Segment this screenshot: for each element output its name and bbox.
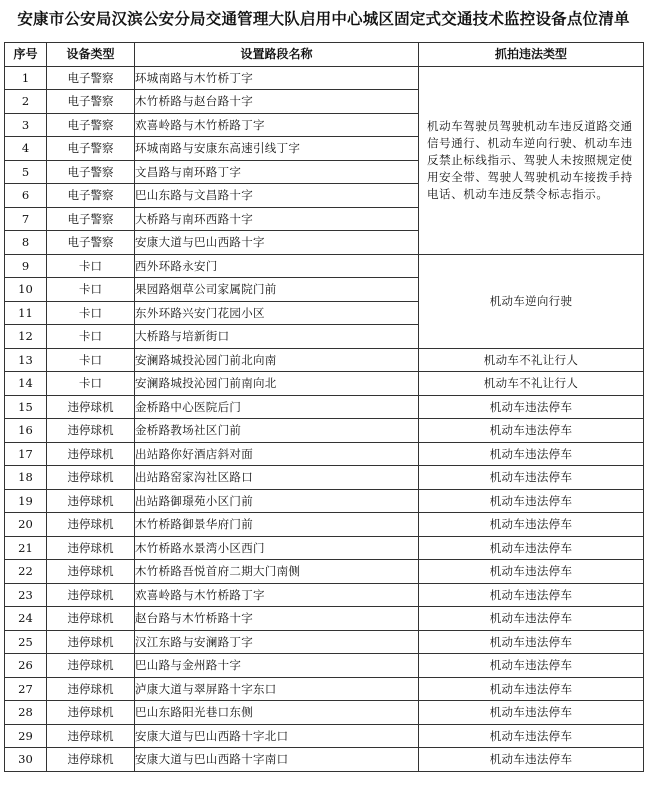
serial-number-cell: 3 bbox=[5, 113, 47, 137]
serial-number-cell: 25 bbox=[5, 630, 47, 654]
table-row bbox=[5, 254, 644, 278]
violation-type-cell: 机动车驾驶员驾驶机动车违反道路交通信号通行、机动车逆向行驶、机动车违反禁止标线指示、驾驶人未按照规定使用安全带、驾驶人驾驶机动车接拨手持电话、机动车违反禁令标志指示。 bbox=[419, 66, 644, 254]
table-row bbox=[5, 395, 644, 419]
device-type-cell: 违停球机 bbox=[47, 583, 135, 607]
serial-number-cell: 15 bbox=[5, 395, 47, 419]
serial-number-cell: 29 bbox=[5, 724, 47, 748]
table-row bbox=[5, 442, 644, 466]
table-header-row bbox=[5, 43, 644, 67]
table-row bbox=[5, 630, 644, 654]
serial-number-cell: 17 bbox=[5, 442, 47, 466]
serial-number-cell: 9 bbox=[5, 254, 47, 278]
violation-type-cell: 机动车违法停车 bbox=[419, 677, 644, 701]
header-road-section: 设置路段名称 bbox=[135, 43, 419, 67]
violation-type-cell: 机动车不礼让行人 bbox=[419, 372, 644, 396]
serial-number-cell: 23 bbox=[5, 583, 47, 607]
device-type-cell: 违停球机 bbox=[47, 724, 135, 748]
device-type-cell: 违停球机 bbox=[47, 489, 135, 513]
device-type-cell: 电子警察 bbox=[47, 113, 135, 137]
violation-type-cell: 机动车违法停车 bbox=[419, 466, 644, 490]
table-row bbox=[5, 536, 644, 560]
table-row bbox=[5, 701, 644, 725]
serial-number-cell: 7 bbox=[5, 207, 47, 231]
document-title: 安康市公安局汉滨公安分局交通管理大队启用中心城区固定式交通技术监控设备点位清单 bbox=[17, 9, 630, 28]
table-row bbox=[5, 466, 644, 490]
device-type-cell: 违停球机 bbox=[47, 536, 135, 560]
table-row bbox=[5, 583, 644, 607]
device-type-cell: 电子警察 bbox=[47, 231, 135, 255]
road-section-cell: 出站路御璟苑小区门前 bbox=[135, 489, 419, 513]
road-section-cell: 欢喜岭路与木竹桥路丁字 bbox=[135, 113, 419, 137]
device-type-cell: 电子警察 bbox=[47, 207, 135, 231]
serial-number-cell: 30 bbox=[5, 748, 47, 772]
device-type-cell: 电子警察 bbox=[47, 66, 135, 90]
table-row bbox=[5, 560, 644, 584]
violation-type-cell: 机动车不礼让行人 bbox=[419, 348, 644, 372]
serial-number-cell: 27 bbox=[5, 677, 47, 701]
serial-number-cell: 22 bbox=[5, 560, 47, 584]
violation-type-cell: 机动车违法停车 bbox=[419, 701, 644, 725]
header-device-type: 设备类型 bbox=[47, 43, 135, 67]
road-section-cell: 泸康大道与翠屏路十字东口 bbox=[135, 677, 419, 701]
table-row bbox=[5, 419, 644, 443]
device-type-cell: 卡口 bbox=[47, 372, 135, 396]
road-section-cell: 安康大道与巴山西路十字 bbox=[135, 231, 419, 255]
serial-number-cell: 11 bbox=[5, 301, 47, 325]
road-section-cell: 巴山东路阳光巷口东侧 bbox=[135, 701, 419, 725]
violation-type-cell: 机动车违法停车 bbox=[419, 724, 644, 748]
device-type-cell: 违停球机 bbox=[47, 630, 135, 654]
serial-number-cell: 5 bbox=[5, 160, 47, 184]
device-type-cell: 卡口 bbox=[47, 301, 135, 325]
device-type-cell: 卡口 bbox=[47, 348, 135, 372]
device-type-cell: 电子警察 bbox=[47, 184, 135, 208]
road-section-cell: 大桥路与培新街口 bbox=[135, 325, 419, 349]
road-section-cell: 安澜路城投沁园门前北向南 bbox=[135, 348, 419, 372]
road-section-cell: 安康大道与巴山西路十字南口 bbox=[135, 748, 419, 772]
serial-number-cell: 12 bbox=[5, 325, 47, 349]
violation-type-cell: 机动车违法停车 bbox=[419, 513, 644, 537]
device-type-cell: 违停球机 bbox=[47, 654, 135, 678]
road-section-cell: 金桥路中心医院后门 bbox=[135, 395, 419, 419]
serial-number-cell: 20 bbox=[5, 513, 47, 537]
serial-number-cell: 21 bbox=[5, 536, 47, 560]
device-location-table bbox=[4, 42, 644, 772]
road-section-cell: 文昌路与南环路丁字 bbox=[135, 160, 419, 184]
road-section-cell: 大桥路与南环西路十字 bbox=[135, 207, 419, 231]
serial-number-cell: 18 bbox=[5, 466, 47, 490]
violation-type-cell: 机动车违法停车 bbox=[419, 395, 644, 419]
serial-number-cell: 8 bbox=[5, 231, 47, 255]
serial-number-cell: 1 bbox=[5, 66, 47, 90]
serial-number-cell: 28 bbox=[5, 701, 47, 725]
serial-number-cell: 4 bbox=[5, 137, 47, 161]
serial-number-cell: 2 bbox=[5, 90, 47, 114]
serial-number-cell: 26 bbox=[5, 654, 47, 678]
road-section-cell: 环城南路与木竹桥丁字 bbox=[135, 66, 419, 90]
serial-number-cell: 24 bbox=[5, 607, 47, 631]
table-row bbox=[5, 489, 644, 513]
table-row bbox=[5, 724, 644, 748]
road-section-cell: 木竹桥路与赵台路十字 bbox=[135, 90, 419, 114]
header-violation-type: 抓拍违法类型 bbox=[419, 43, 644, 67]
serial-number-cell: 16 bbox=[5, 419, 47, 443]
violation-type-cell: 机动车违法停车 bbox=[419, 748, 644, 772]
road-section-cell: 欢喜岭路与木竹桥路丁字 bbox=[135, 583, 419, 607]
serial-number-cell: 10 bbox=[5, 278, 47, 302]
table-row bbox=[5, 677, 644, 701]
device-type-cell: 违停球机 bbox=[47, 442, 135, 466]
device-type-cell: 违停球机 bbox=[47, 701, 135, 725]
device-type-cell: 卡口 bbox=[47, 278, 135, 302]
serial-number-cell: 6 bbox=[5, 184, 47, 208]
serial-number-cell: 14 bbox=[5, 372, 47, 396]
road-section-cell: 出站路窑家沟社区路口 bbox=[135, 466, 419, 490]
road-section-cell: 出站路你好酒店斜对面 bbox=[135, 442, 419, 466]
violation-type-cell: 机动车违法停车 bbox=[419, 607, 644, 631]
device-type-cell: 卡口 bbox=[47, 325, 135, 349]
road-section-cell: 巴山路与金州路十字 bbox=[135, 654, 419, 678]
table-row bbox=[5, 748, 644, 772]
road-section-cell: 安康大道与巴山西路十字北口 bbox=[135, 724, 419, 748]
device-type-cell: 违停球机 bbox=[47, 395, 135, 419]
device-type-cell: 违停球机 bbox=[47, 419, 135, 443]
violation-type-cell: 机动车违法停车 bbox=[419, 583, 644, 607]
table-row bbox=[5, 348, 644, 372]
device-type-cell: 卡口 bbox=[47, 254, 135, 278]
violation-type-cell: 机动车违法停车 bbox=[419, 560, 644, 584]
device-type-cell: 违停球机 bbox=[47, 466, 135, 490]
violation-type-cell: 机动车违法停车 bbox=[419, 536, 644, 560]
violation-type-cell: 机动车逆向行驶 bbox=[419, 254, 644, 348]
table-row bbox=[5, 607, 644, 631]
road-section-cell: 果园路烟草公司家属院门前 bbox=[135, 278, 419, 302]
device-type-cell: 违停球机 bbox=[47, 677, 135, 701]
device-type-cell: 违停球机 bbox=[47, 560, 135, 584]
header-serial-number: 序号 bbox=[5, 43, 47, 67]
road-section-cell: 西外环路永安门 bbox=[135, 254, 419, 278]
road-section-cell: 巴山东路与文昌路十字 bbox=[135, 184, 419, 208]
serial-number-cell: 13 bbox=[5, 348, 47, 372]
device-type-cell: 违停球机 bbox=[47, 513, 135, 537]
table-body bbox=[5, 66, 644, 771]
violation-type-cell: 机动车违法停车 bbox=[419, 442, 644, 466]
road-section-cell: 木竹桥路水景湾小区西门 bbox=[135, 536, 419, 560]
road-section-cell: 金桥路教场社区门前 bbox=[135, 419, 419, 443]
table-row bbox=[5, 654, 644, 678]
device-type-cell: 电子警察 bbox=[47, 160, 135, 184]
road-section-cell: 环城南路与安康东高速引线丁字 bbox=[135, 137, 419, 161]
device-type-cell: 违停球机 bbox=[47, 748, 135, 772]
violation-type-cell: 机动车违法停车 bbox=[419, 489, 644, 513]
serial-number-cell: 19 bbox=[5, 489, 47, 513]
road-section-cell: 汉江东路与安澜路丁字 bbox=[135, 630, 419, 654]
table-row bbox=[5, 513, 644, 537]
device-type-cell: 电子警察 bbox=[47, 90, 135, 114]
road-section-cell: 东外环路兴安门花园小区 bbox=[135, 301, 419, 325]
road-section-cell: 木竹桥路吾悦首府二期大门南侧 bbox=[135, 560, 419, 584]
violation-type-cell: 机动车违法停车 bbox=[419, 654, 644, 678]
table-row bbox=[5, 66, 644, 90]
road-section-cell: 安澜路城投沁园门前南向北 bbox=[135, 372, 419, 396]
table-row bbox=[5, 372, 644, 396]
device-type-cell: 违停球机 bbox=[47, 607, 135, 631]
violation-type-cell: 机动车违法停车 bbox=[419, 630, 644, 654]
road-section-cell: 木竹桥路御景华府门前 bbox=[135, 513, 419, 537]
device-type-cell: 电子警察 bbox=[47, 137, 135, 161]
road-section-cell: 赵台路与木竹桥路十字 bbox=[135, 607, 419, 631]
violation-type-cell: 机动车违法停车 bbox=[419, 419, 644, 443]
